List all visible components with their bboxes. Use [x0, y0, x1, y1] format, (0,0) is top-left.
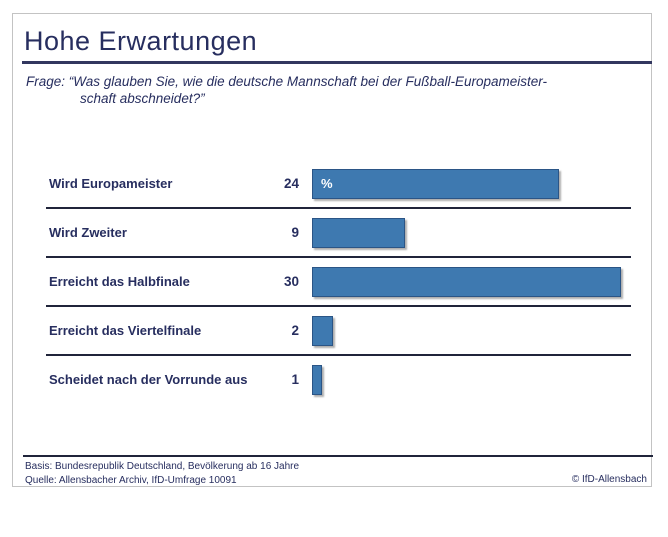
bar-track — [312, 316, 631, 346]
bar-track — [312, 267, 631, 297]
bar-track — [312, 365, 631, 395]
value-label: 2 — [291, 323, 299, 338]
value-label: 24 — [283, 176, 299, 191]
category-label: Erreicht das Viertelfinale — [49, 323, 202, 338]
table-row — [46, 356, 631, 403]
category-label: Scheidet nach der Vorrunde aus — [49, 372, 248, 387]
bar-track — [312, 218, 631, 248]
category-label: Erreicht das Halbfinale — [49, 274, 190, 289]
table-row — [46, 258, 631, 307]
survey-question — [26, 73, 626, 107]
bar-erreicht-das-halbfinale — [312, 267, 621, 297]
question-line2: schaft abschneidet?” — [80, 91, 205, 106]
category-label: Wird Europameister — [49, 176, 173, 191]
bar-wird-europameister — [312, 169, 559, 199]
footer-copyright: © IfD-Allensbach — [571, 474, 647, 485]
footer — [23, 455, 653, 487]
bar-erreicht-das-viertelfinale — [312, 316, 333, 346]
question-prefix: Frage: — [26, 74, 66, 89]
bar-scheidet-nach-der-vorrunde-aus — [312, 365, 322, 395]
title-divider — [22, 61, 652, 64]
bar-wird-zweiter — [312, 218, 405, 248]
value-label: 1 — [291, 372, 299, 387]
table-row — [46, 307, 631, 356]
value-label: 30 — [283, 274, 299, 289]
slide-card — [12, 13, 652, 487]
footer-quelle: Quelle: Allensbacher Archiv, IfD-Umfrage 10091 — [25, 474, 237, 486]
question-line1: “Was glauben Sie, wie die deutsche Mannschaft bei der Fußball-Europameister- — [68, 74, 548, 89]
page-title: Hohe Erwartungen — [24, 26, 258, 56]
table-row — [46, 160, 631, 209]
bar-chart — [46, 160, 631, 403]
table-row — [46, 209, 631, 258]
value-label: 9 — [291, 225, 299, 240]
category-label: Wird Zweiter — [49, 225, 127, 240]
bar-track — [312, 169, 631, 199]
percent-unit-label: % — [321, 176, 333, 191]
footer-basis: Basis: Bundesrepublik Deutschland, Bevölkerung ab 16 Jahre — [25, 461, 300, 472]
